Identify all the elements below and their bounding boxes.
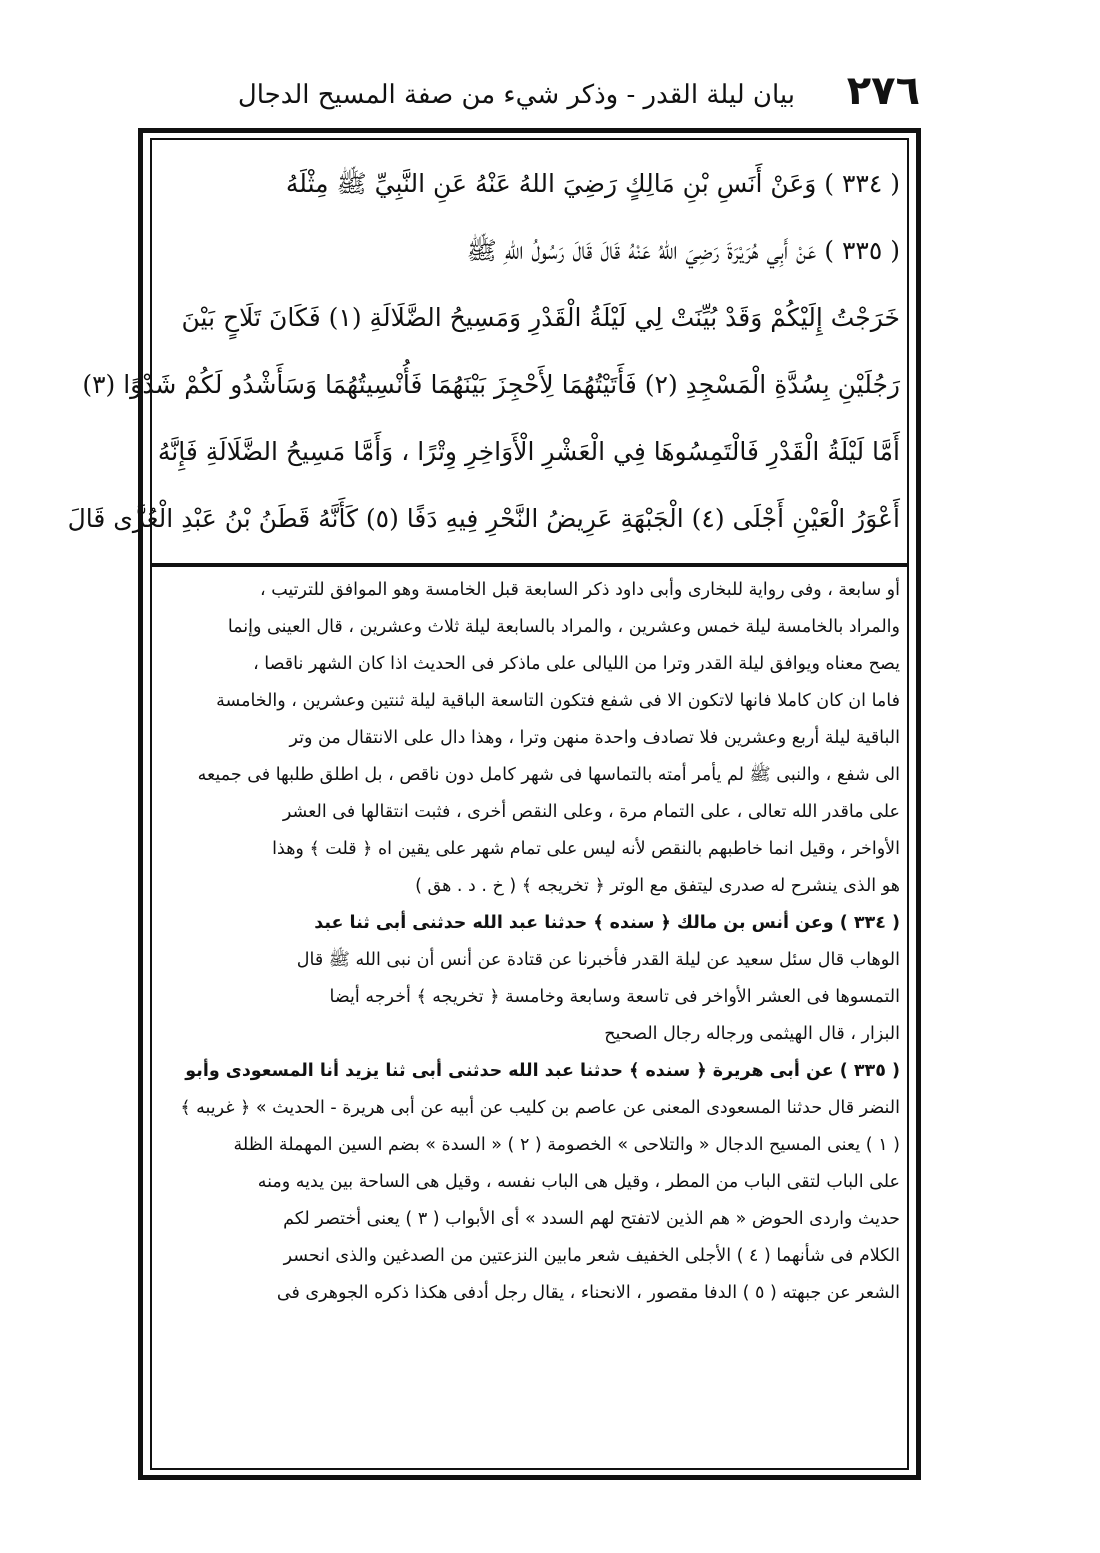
hadith-line: ( ٣٣٥ ) عَنْ أَبِي هُرَيْرَةَ رَضِيَ اللهُ عَنْهُ قَالَ قَالَ رَسُولُ اللهِ ﷺ xyxy=(466,236,900,265)
hadith-text xyxy=(67,150,900,552)
commentary-line: يصح معناه ويوافق ليلة القدر وترا من الليالى على ماذكر فى الحديث اذا كان الشهر ناقصا ، xyxy=(253,654,900,674)
commentary-line: التمسوها فى العشر الأواخر فى تاسعة وسابعة وخامسة ﴿ تخريجه ﴾ أخرجه أيضا xyxy=(329,987,900,1007)
commentary-line: الوهاب قال سئل سعيد عن ليلة القدر فأخبرنا عن قتادة عن أنس أن نبى الله ﷺ قال xyxy=(296,950,900,970)
footnote-line: ( ١ ) يعنى المسيح الدجال « والتلاحى » الخصومة ( ٢ ) « السدة » بضم السين المهملة الظلة xyxy=(233,1135,900,1155)
commentary-line: هو الذى ينشرح له صدرى ليتفق مع الوتر ﴿ تخريجه ﴾ ( خ . د . هق ) xyxy=(415,876,900,896)
commentary-line: الباقية ليلة أربع وعشرين فلا تصادف واحدة منهن وترا ، وهذا دال على الانتقال من وتر xyxy=(289,728,900,748)
hadith-line: خَرَجْتُ إِلَيْكُمْ وَقَدْ بُيِّنَتْ لِي لَيْلَةُ الْقَدْرِ وَمَسِيحُ الضَّلَالَةِ (١) فَكَانَ تَلَاحٍ بَيْنَ xyxy=(181,303,900,332)
footnote-line: حديث واردى الحوض « هم الذين لاتفتح لهم السدد » أى الأبواب ( ٣ ) يعنى أختصر لكم xyxy=(283,1209,900,1229)
hadith-line: رَجُلَيْنِ بِسُدَّةِ الْمَسْجِدِ (٢) فَأَتَيْتُهُمَا لِأَحْجِزَ بَيْنَهُمَا فَأُنْسِيتُهُمَا وَسَأَشْدُو لَكُمْ شَدْوًا (٣) xyxy=(82,370,900,399)
page-number: ٢٧٦ xyxy=(846,68,920,114)
hadith-line: أَعْوَرُ الْعَيْنِ أَجْلَى (٤) الْجَبْهَةِ عَرِيضُ النَّحْرِ فِيهِ دَفًا (٥) كَأَنَّهُ قَطَنُ بْنُ عَبْدِ الْعُزَّى قَالَ xyxy=(67,504,900,533)
page-header xyxy=(140,62,920,122)
commentary-line: ( ٣٣٤ ) وعن أنس بن مالك ﴿ سنده ﴾ حدثنا عبد الله حدثنى أبى ثنا عبد xyxy=(314,913,900,933)
hadith-line: أَمَّا لَيْلَةُ الْقَدْرِ فَالْتَمِسُوهَا فِي الْعَشْرِ الْأَوَاخِرِ وِتْرًا ، وَأَمَّا مَسِيحُ الضَّلَالَةِ فَإِنَّهُ xyxy=(157,437,900,466)
commentary-line: على ماقدر الله تعالى ، على التمام مرة ، وعلى النقص أخرى ، فثبت انتقالها فى العشر xyxy=(282,802,900,822)
footnote-line: الكلام فى شأنهما ( ٤ ) الأجلى الخفيف شعر مابين النزعتين من الصدغين والذى انحسر xyxy=(283,1246,900,1266)
commentary-line: ( ٣٣٥ ) عن أبى هريرة ﴿ سنده ﴾ حدثنا عبد الله حدثنى أبى ثنا يزيد أنا المسعودى وأبو xyxy=(185,1061,900,1081)
commentary-line: النضر قال حدثنا المسعودى المعنى عن عاصم بن كليب عن أبيه عن أبى هريرة - الحديث » ﴿ غريبه ﴾ xyxy=(180,1098,900,1118)
commentary-line: الأواخر ، وقيل انما خاطبهم بالنقص لأنه ليس على تمام شهر على يقين اه ﴿ قلت ﴾ وهذا xyxy=(272,839,900,859)
footnote-line: على الباب لتقى الباب من المطر ، وقيل هى الباب نفسه ، وقيل هى الساحة بين يديه ومنه xyxy=(257,1172,900,1192)
footnote-line: الشعر عن جبهته ( ٥ ) الدفا مقصور ، الانحناء ، يقال رجل أدفى هكذا ذكره الجوهرى فى xyxy=(276,1283,900,1303)
commentary-line: أو سابعة ، وفى رواية للبخارى وأبى داود ذكر السابعة قبل الخامسة وهو الموافق للترتيب ، xyxy=(259,580,900,600)
commentary-line: والمراد بالخامسة ليلة خمس وعشرين ، والمراد بالسابعة ليلة ثلاث وعشرين ، قال العينى وإنما xyxy=(227,617,900,637)
section-divider xyxy=(150,563,909,567)
commentary-line: فاما ان كان كاملا فانها لاتكون الا فى شفع فتكون التاسعة الباقية ليلة ثنتين وعشرين ، والخامسة xyxy=(216,691,900,711)
running-title: بيان ليلة القدر - وذكر شيء من صفة المسيح الدجال xyxy=(237,80,795,110)
commentary-line: البزار ، قال الهيثمى ورجاله رجال الصحيح xyxy=(604,1024,900,1044)
commentary-text xyxy=(160,572,900,1312)
hadith-line: ( ٣٣٤ ) وَعَنْ أَنَسِ بْنِ مَالِكٍ رَضِيَ اللهُ عَنْهُ عَنِ النَّبِيِّ ﷺ مِثْلَهُ xyxy=(285,169,900,198)
commentary-line: الى شفع ، والنبى ﷺ لم يأمر أمته بالتماسها فى شهر كامل دون ناقص ، بل اطلق طلبها فى جميعه xyxy=(197,765,900,785)
